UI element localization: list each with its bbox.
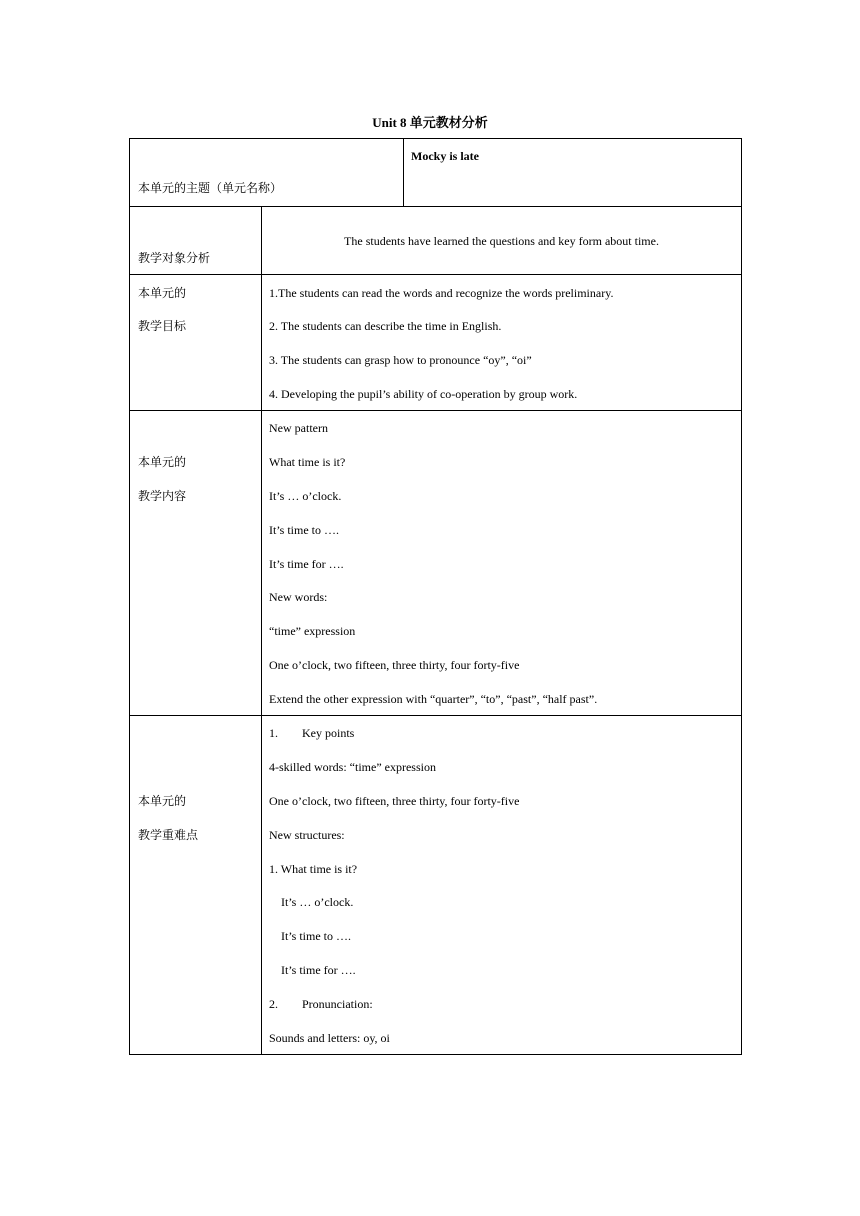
content-item: New pattern xyxy=(269,421,328,435)
content-item: It’s time to …. xyxy=(269,523,339,537)
keypoint-item: It’s time to …. xyxy=(269,929,351,943)
content-item: What time is it? xyxy=(269,455,346,469)
keypoint-item: It’s … o’clock. xyxy=(269,895,354,909)
column-divider xyxy=(261,206,262,1055)
keypoint-item: 1. What time is it? xyxy=(269,862,358,876)
keypoints-label-line2: 教学重难点 xyxy=(138,828,199,842)
objective-item: 2. The students can describe the time in English. xyxy=(269,319,502,333)
row-divider xyxy=(129,715,742,716)
row-divider xyxy=(129,274,742,275)
content-label-line1: 本单元的 xyxy=(138,455,187,469)
content-item: “time” expression xyxy=(269,624,356,638)
keypoint-item: It’s time for …. xyxy=(269,963,356,977)
objective-item: 1.The students can read the words and recognize the words preliminary. xyxy=(269,286,614,300)
row-divider xyxy=(129,410,742,411)
keypoint-item: 4-skilled words: “time” expression xyxy=(269,760,436,774)
objectives-label-line2: 教学目标 xyxy=(138,319,187,333)
keypoint-item: 1. Key points xyxy=(269,726,355,740)
page-title: Unit 8 单元教材分析 xyxy=(372,115,488,130)
students-value: The students have learned the questions and key form about time. xyxy=(344,234,659,248)
content-item: New words: xyxy=(269,590,328,604)
content-item: One o’clock, two fifteen, three thirty, four forty-five xyxy=(269,658,520,672)
keypoint-item: One o’clock, two fifteen, three thirty, four forty-five xyxy=(269,794,520,808)
content-item: Extend the other expression with “quarter”, “to”, “past”, “half past”. xyxy=(269,692,598,706)
row-divider xyxy=(129,206,742,207)
content-item: It’s … o’clock. xyxy=(269,489,342,503)
column-divider xyxy=(403,138,404,206)
content-label-line2: 教学内容 xyxy=(138,489,187,503)
theme-label: 本单元的主题（单元名称） xyxy=(138,181,283,195)
objective-item: 3. The students can grasp how to pronounce “oy”, “oi” xyxy=(269,353,532,367)
keypoint-item: New structures: xyxy=(269,828,345,842)
keypoints-label-line1: 本单元的 xyxy=(138,794,187,808)
objective-item: 4. Developing the pupil’s ability of co-operation by group work. xyxy=(269,387,578,401)
objectives-label-line1: 本单元的 xyxy=(138,286,187,300)
theme-value: Mocky is late xyxy=(411,149,479,163)
keypoint-item: 2. Pronunciation: xyxy=(269,997,373,1011)
students-label: 教学对象分析 xyxy=(138,251,211,265)
content-item: It’s time for …. xyxy=(269,557,344,571)
keypoint-item: Sounds and letters: oy, oi xyxy=(269,1031,390,1045)
analysis-table xyxy=(129,138,742,1055)
